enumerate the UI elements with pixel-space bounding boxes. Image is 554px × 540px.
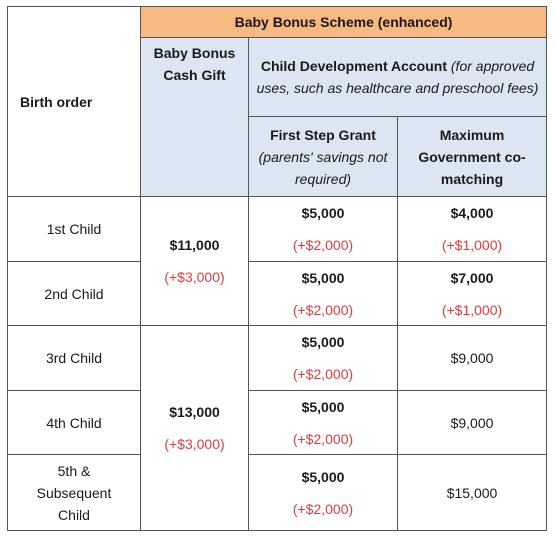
- fsg-increase: (+$2,000): [292, 500, 354, 517]
- scheme-title-cell: [141, 7, 547, 38]
- cash-gift-value: $13,000: [169, 404, 220, 421]
- co-matching-increase: (+$1,000): [441, 301, 503, 318]
- co-matching-cell: [398, 326, 547, 390]
- max-co-matching-header: Maximum Government co-matching: [418, 126, 526, 187]
- cda-header-italic-1: (for: [450, 58, 472, 75]
- cash-gift-increase: (+$3,000): [164, 269, 225, 286]
- fsg-value: $5,000: [301, 334, 345, 351]
- co-matching-increase: (+$1,000): [441, 237, 503, 254]
- birth-order-label: 3rd Child: [45, 350, 103, 367]
- co-matching-cell: [398, 261, 547, 325]
- birth-order-cell: [8, 197, 141, 261]
- table-row: [8, 455, 547, 531]
- cash-gift-header-cell: [141, 38, 249, 197]
- co-matching-value: $9,000: [450, 350, 494, 367]
- birth-order-label: 1st Child: [46, 221, 102, 238]
- co-matching-cell: [398, 197, 547, 261]
- co-matching-cell: [398, 455, 547, 531]
- fsg-increase: (+$2,000): [292, 237, 354, 254]
- cash-gift-cell: [141, 197, 249, 326]
- co-matching-value: $15,000: [446, 484, 498, 501]
- cash-gift-value: $11,000: [169, 237, 220, 254]
- birth-order-header-cell: [8, 7, 141, 197]
- birth-order-cell: [8, 326, 141, 390]
- birth-order-cell: [8, 261, 141, 325]
- birth-order-header: Birth order: [20, 93, 93, 110]
- baby-bonus-table: [7, 6, 547, 531]
- scheme-title: Baby Bonus Scheme (enhanced): [234, 14, 453, 31]
- fsg-value: $5,000: [301, 205, 345, 222]
- cda-header-cell: [249, 38, 547, 117]
- cda-header-bold: Child Development Account: [260, 58, 447, 75]
- cash-gift-cell: [141, 326, 249, 531]
- fsg-increase: (+$2,000): [292, 301, 354, 318]
- fsg-cell: [249, 390, 398, 454]
- table-row: [8, 197, 547, 261]
- fsg-cell: [249, 326, 398, 390]
- first-step-grant-header: First Step Grant: [270, 126, 376, 143]
- first-step-grant-note: (parents' savings not required): [258, 148, 388, 187]
- fsg-increase: (+$2,000): [292, 430, 354, 447]
- table-row: [8, 261, 547, 325]
- first-step-grant-header-cell: [249, 116, 398, 197]
- fsg-increase: (+$2,000): [292, 366, 354, 383]
- birth-order-label: 2nd Child: [44, 285, 104, 302]
- table-container: [7, 6, 546, 531]
- table-row: [8, 326, 547, 390]
- fsg-value: $5,000: [301, 398, 345, 415]
- fsg-cell: [249, 261, 398, 325]
- birth-order-label: 5th & Subsequent Child: [36, 462, 112, 523]
- co-matching-value: $7,000: [450, 269, 494, 286]
- birth-order-cell: [8, 390, 141, 454]
- co-matching-value: $4,000: [450, 205, 494, 222]
- fsg-value: $5,000: [301, 468, 345, 485]
- cash-gift-increase: (+$3,000): [164, 436, 225, 453]
- fsg-value: $5,000: [301, 269, 345, 286]
- table-row: [8, 390, 547, 454]
- cda-header-italic-2: approved uses, such as healthcare and preschool fees): [256, 58, 539, 97]
- co-matching-cell: [398, 390, 547, 454]
- birth-order-cell: [8, 455, 141, 531]
- fsg-cell: [249, 455, 398, 531]
- co-matching-value: $9,000: [450, 414, 494, 431]
- max-co-matching-header-cell: [398, 116, 547, 197]
- cash-gift-header: Baby Bonus Cash Gift: [153, 45, 236, 84]
- birth-order-label: 4th Child: [46, 414, 102, 431]
- fsg-cell: [249, 197, 398, 261]
